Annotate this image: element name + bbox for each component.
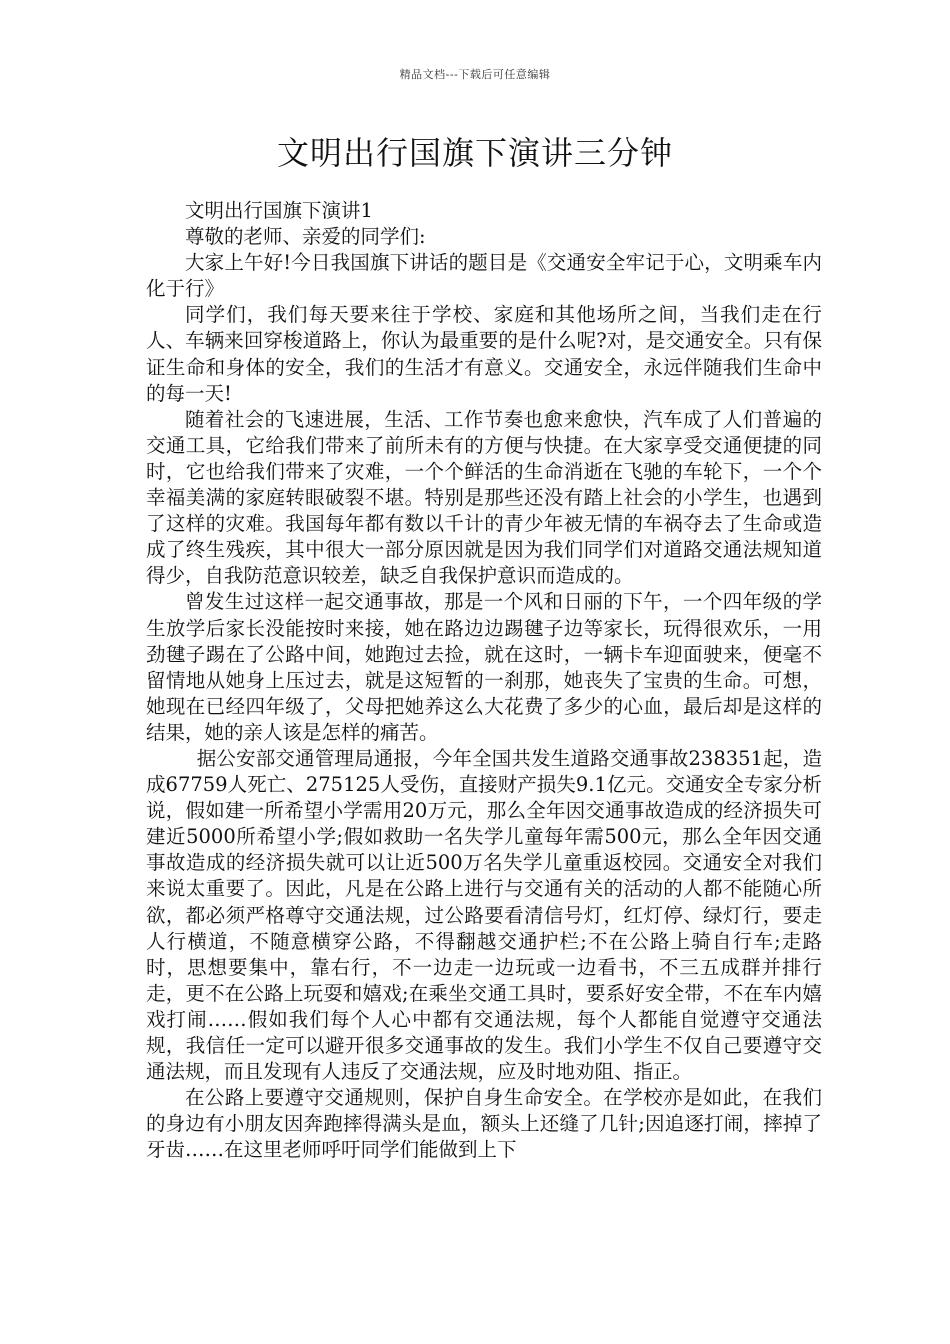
document-title: 文明出行国旗下演讲三分钟 bbox=[276, 134, 673, 172]
paragraph-traffic-safety: 同学们，我们每天要来往于学校、家庭和其他场所之间，当我们走在行人、车辆来回穿梭道路上，你认为最重要的是什么呢?对，是交通安全。只有保证生命和身体的安全，我们的生活才有意义。交通安全，永远伴随我们生命中的每一天! bbox=[146, 303, 822, 405]
header-note: 精品文档---下载后可任意编辑 bbox=[399, 68, 551, 81]
paragraph-accident-story: 曾发生过这样一起交通事故，那是一个风和日丽的下午，一个四年级的学生放学后家长没能按时来接，她在路边边踢毽子边等家长，玩得很欢乐，一用劲毽子踢在了公路中间，她跑过去捡，就在这时，一辆卡车迎面驶来，便毫不留情地从她身上压过去，就是这短暂的一刹那，她丧失了宝贵的生命。可想，她现在已经四年级了，父母把她养这么大花费了多少的心血，最后却是这样的结果，她的亲人该是怎样的痛苦。 bbox=[146, 590, 822, 744]
paragraph-school-safety: 在公路上要遵守交通规则，保护自身生命安全。在学校亦是如此，在我们的身边有小朋友因奔跑摔得满头是血，额头上还缝了几针;因追逐打闹，摔掉了牙齿……在这里老师呼吁同学们能做到上下 bbox=[146, 1086, 822, 1162]
paragraph-speech-heading: 文明出行国旗下演讲1 bbox=[185, 199, 373, 222]
paragraph-greeting: 大家上午好!今日我国旗下讲话的题目是《交通安全牢记于心，文明乘车内化于行》 bbox=[146, 251, 822, 301]
paragraph-salutation: 尊敬的老师、亲爱的同学们: bbox=[185, 225, 426, 249]
paragraph-statistics: 据公安部交通管理局通报，今年全国共发生道路交通事故238351起，造成67759人死亡、275125人受伤，直接财产损失9.1亿元。交通安全专家分析说，假如建一所希望小学需用20万元，那么全年因交通事故造成的经济损失可建近5000所希望小学;假如救助一名失学儿童每年需500元，那么全年因交通事故造成的经济损失就可以让近500万名失学儿童重返校园。交通安全对我们来说太重要了。因此，凡是在公路上进行与交通有关的活动的人都不能随心所欲，都必须严格尊守交通法规，过公路要看清信号灯，红灯停、绿灯行，要走人行横道，不随意横穿公路，不得翻越交通护栏;不在公路上骑自行车;走路时，思想要集中，靠右行，不一边走一边玩或一边看书，不三五成群并排行走，更不在公路上玩耍和嬉戏;在乘坐交通工具时，要系好安全带，不在车内嬉戏打闹……假如我们每个人心中都有交通法规，每个人都能自觉遵守交通法规，我信任一定可以避开很多交通事故的发生。我们小学生不仅自己要遵守交通法规，而且发现有人违反了交通法规，应及时地劝阻、指正。 bbox=[146, 746, 822, 1084]
paragraph-social-development: 随着社会的飞速进展，生活、工作节奏也愈来愈快，汽车成了人们普遍的交通工具，它给我们带来了前所未有的方便与快捷。在大家享受交通便捷的同时，它也给我们带来了灾难，一个个鲜活的生命消逝在飞驰的车轮下，一个个幸福美满的家庭转眼破裂不堪。特别是那些还没有踏上社会的小学生，也遇到了这样的灾难。我国每年都有数以千计的青少年被无情的车祸夺去了生命或造成了终生残疾，其中很大一部分原因就是因为我们同学们对道路交通法规知道得少，自我防范意识较差，缺乏自我保护意识而造成的。 bbox=[146, 407, 822, 588]
document-body bbox=[146, 198, 822, 1163]
